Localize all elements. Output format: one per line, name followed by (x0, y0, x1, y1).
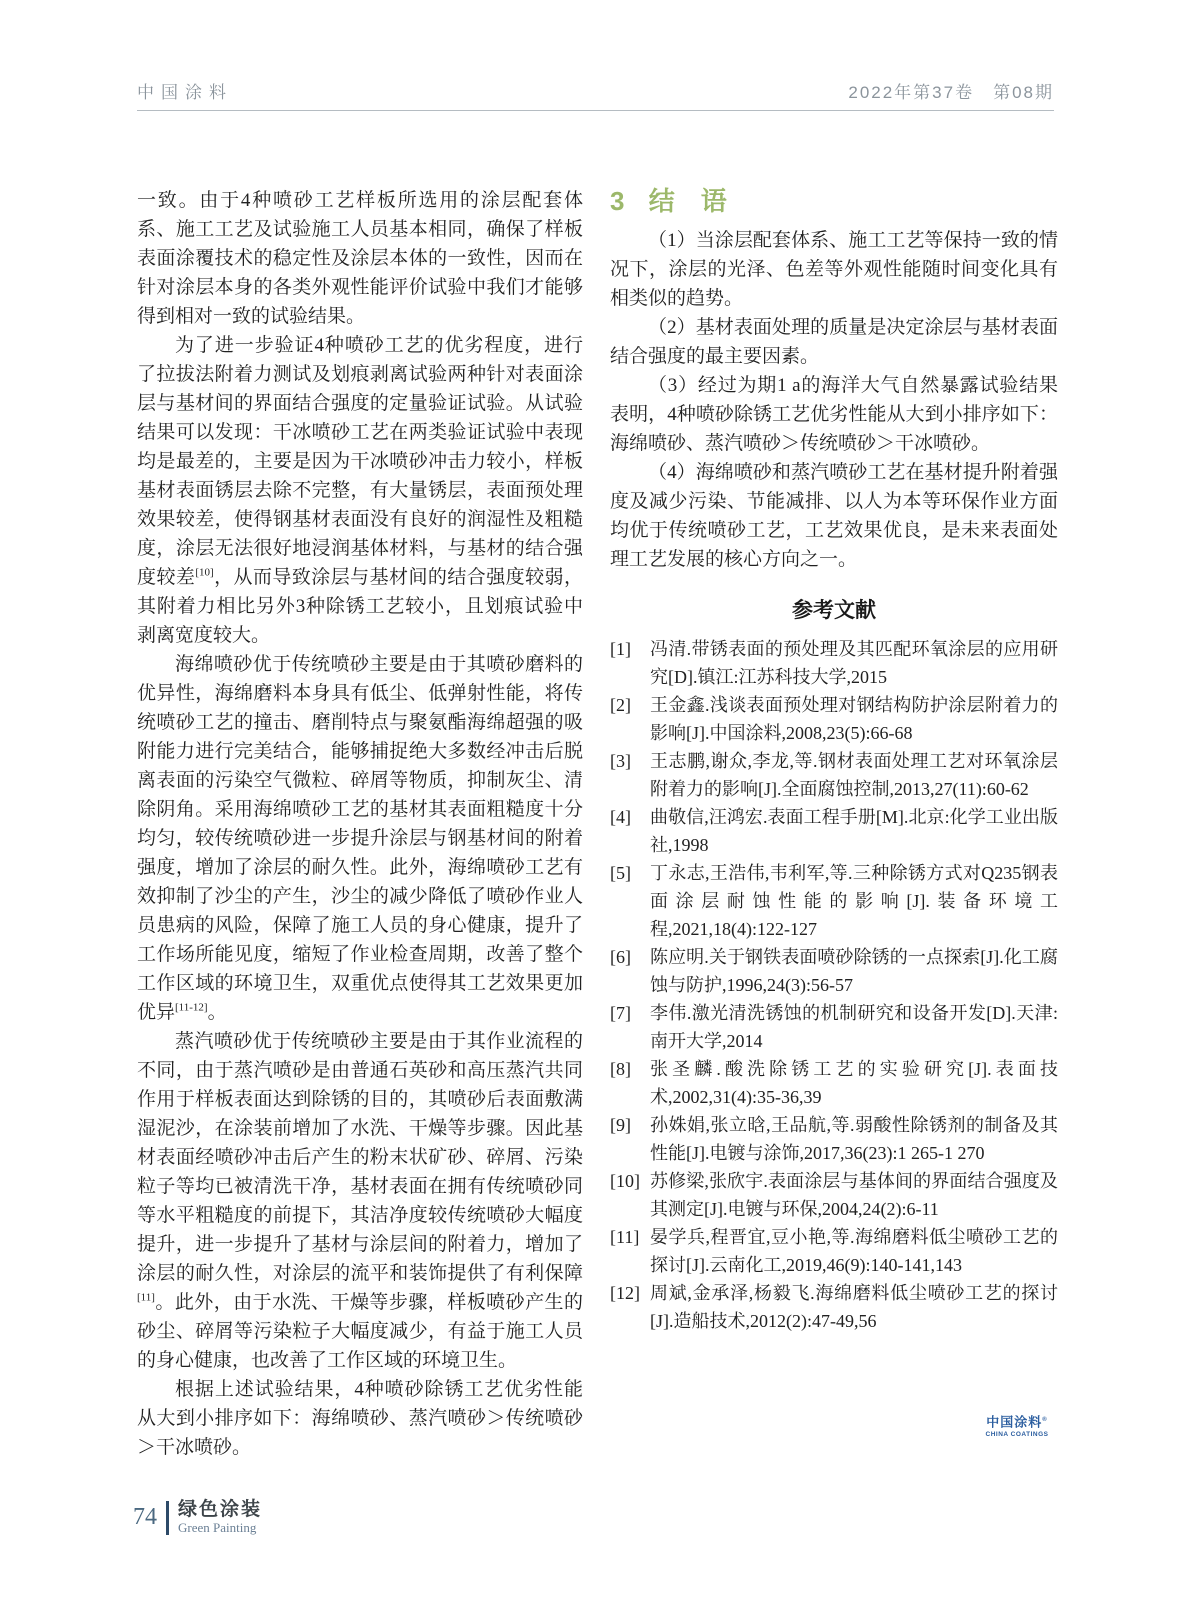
reference-text: 李伟.激光清洗锈蚀的机制研究和设备开发[D].天津:南开大学,2014 (650, 1003, 1058, 1051)
footer-divider (166, 1501, 169, 1535)
reference-text: 张圣麟.酸洗除锈工艺的实验研究[J].表面技术,2002,31(4):35-36,39 (650, 1059, 1058, 1107)
reference-label: [3] (610, 751, 631, 771)
reference-label: [10] (610, 1171, 640, 1191)
issue-info: 2022年第37卷 第08期 (848, 83, 1054, 102)
text-run: 一致。由于4种喷砂工艺样板所选用的涂层配套体系、施工工艺及试验施工人员基本相同，确保了样板表面涂覆技术的稳定性及涂层本体的一致性，因而在针对涂层本身的各类外观性能评价试验中我们才能够得到相对一致的试验结果。 (137, 190, 583, 327)
journal-logo (984, 1413, 1050, 1438)
reference-text: 苏修梁,张欣宇.表面涂层与基体间的界面结合强度及其测定[J].电镀与环保,2004,24(2):6-11 (650, 1171, 1058, 1219)
references-title: 参考文献 (792, 599, 876, 622)
reference-item (610, 1223, 1058, 1279)
left-column (137, 186, 583, 1462)
citation-superscript: [11] (137, 1291, 155, 1304)
reference-label: [6] (610, 947, 631, 967)
text-run: 为了进一步验证4种喷砂工艺的优劣程度，进行了拉拔法附着力测试及划痕剥离试验两种针对表面涂层与基材间的界面结合强度的定量验证试验。从试验结果可以发现：干冰喷砂工艺在两类验证试验中表现均是最差的，主要是因为干冰喷砂冲击力较小，样板基材表面锈层去除不完整，有大量锈层，表面预处理效果较差，使得钢基材表面没有良好的润湿性及粗糙度，涂层无法很好地浸润基体材料，与基材的结合强度较差 (137, 335, 583, 588)
reference-text: 王金鑫.浅谈表面预处理对钢结构防护涂层附着力的影响[J].中国涂料,2008,23(5):66-68 (650, 695, 1058, 743)
conclusion-paragraph (610, 313, 1058, 371)
citation-superscript: [10] (195, 566, 214, 579)
paragraph (137, 1375, 583, 1462)
reference-text: 冯清.带锈表面的预处理及其匹配环氧涂层的应用研究[D].镇江:江苏科技大学,2015 (650, 639, 1058, 687)
reference-label: [5] (610, 863, 631, 883)
reference-item (610, 1055, 1058, 1111)
text-run: （3）经过为期1 a的海洋大气自然暴露试验结果表明，4种喷砂除锈工艺优劣性能从大到小排序如下：海绵喷砂、蒸汽喷砂＞传统喷砂＞干冰喷砂。 (610, 375, 1058, 454)
footer-section (178, 1499, 262, 1536)
section-title: 结 语 (648, 186, 727, 216)
text-run: 海绵喷砂优于传统喷砂主要是由于其喷砂磨料的优异性，海绵磨料本身具有低尘、低弹射性能，将传统喷砂工艺的撞击、磨削特点与聚氨酯海绵超强的吸附能力进行完美结合，能够捕捉绝大多数经冲击后脱离表面的污染空气微粒、碎屑等物质，抑制灰尘、清除阴角。采用海绵喷砂工艺的基材其表面粗糙度十分均匀，较传统喷砂进一步提升涂层与钢基材间的附着强度，增加了涂层的耐久性。此外，海绵喷砂工艺有效抑制了沙尘的产生，沙尘的减少降低了喷砂作业人员患病的风险，保障了施工人员的身心健康，提升了工作场所能见度，缩短了作业检查周期，改善了整个工作区域的环境卫生，双重优点使得其工艺效果更加优异 (137, 654, 583, 1023)
reference-item (610, 691, 1058, 747)
reference-label: [12] (610, 1283, 640, 1303)
reference-item (610, 1167, 1058, 1223)
citation-superscript: [11-12] (175, 1001, 208, 1014)
conclusion-paragraph (610, 226, 1058, 313)
logo-cn-label: 中国涂料 (986, 1414, 1043, 1430)
text-run: 蒸汽喷砂优于传统喷砂主要是由于其作业流程的不同，由于蒸汽喷砂是由普通石英砂和高压蒸汽共同作用于样板表面达到除锈的目的，其喷砂后表面敷满湿泥沙，在涂装前增加了水洗、干燥等步骤。因此基材表面经喷砂冲击后产生的粉末状矿砂、碎屑、污染粒子等均已被清洗干净，基材表面在拥有传统喷砂同等水平粗糙度的前提下，其洁净度较传统喷砂大幅度提升，进一步提升了基材与涂层间的附着力，增加了涂层的耐久性，对涂层的流平和装饰提供了有利保障 (137, 1031, 583, 1284)
reference-text: 周斌,金承泽,杨毅飞.海绵磨料低尘喷砂工艺的探讨[J].造船技术,2012(2):47-49,56 (650, 1283, 1058, 1331)
text-run: （2）基材表面处理的质量是决定涂层与基材表面结合强度的最主要因素。 (610, 317, 1058, 367)
text-run: 根据上述试验结果，4种喷砂除锈工艺优劣性能从大到小排序如下：海绵喷砂、蒸汽喷砂＞传统喷砂＞干冰喷砂。 (137, 1379, 583, 1458)
right-column (610, 186, 1058, 1335)
paragraph (137, 1027, 583, 1375)
reference-text: 孙姝娟,张立晗,王品航,等.弱酸性除锈剂的制备及其性能[J].电镀与涂饰,2017,36(23):1 265-1 270 (650, 1115, 1058, 1163)
reference-item (610, 1279, 1058, 1335)
reference-item (610, 803, 1058, 859)
reference-label: [9] (610, 1115, 631, 1135)
reference-label: [11] (610, 1227, 640, 1247)
footer-section-en: Green Painting (178, 1520, 257, 1535)
reference-item (610, 859, 1058, 943)
conclusion-list (610, 226, 1058, 574)
section-heading (610, 186, 1058, 217)
reference-list (610, 635, 1058, 1335)
reference-item (610, 999, 1058, 1055)
reference-item (610, 1111, 1058, 1167)
reference-item (610, 747, 1058, 803)
text-run: （4）海绵喷砂和蒸汽喷砂工艺在基材提升附着强度及减少污染、节能减排、以人为本等环保作业方面均优于传统喷砂工艺，工艺效果优良，是未来表面处理工艺发展的核心方向之一。 (610, 462, 1058, 570)
section-number: 3 (610, 186, 625, 216)
reference-label: [2] (610, 695, 631, 715)
logo-cn-text (984, 1413, 1050, 1429)
reference-text: 曲敬信,汪鸿宏.表面工程手册[M].北京:化学工业出版社,1998 (650, 807, 1058, 855)
page-footer (133, 1499, 262, 1536)
text-run: 。 (207, 1002, 227, 1023)
reference-item (610, 635, 1058, 691)
reference-label: [1] (610, 639, 631, 659)
paragraph (137, 186, 583, 331)
text-run: ，从而导致涂层与基材间的结合强度较弱，其附着力相比另外3种除锈工艺较小，且划痕试验中剥离宽度较大。 (137, 567, 583, 646)
text-run: （1）当涂层配套体系、施工工艺等保持一致的情况下，涂层的光泽、色差等外观性能随时间变化具有相类似的趋势。 (610, 230, 1058, 309)
reference-label: [4] (610, 807, 631, 827)
logo-en-text: CHINA COATINGS (985, 1431, 1049, 1439)
text-run: 。此外，由于水洗、干燥等步骤，样板喷砂产生的砂尘、碎屑等污染粒子大幅度减少，有益于施工人员的身心健康，也改善了工作区域的环境卫生。 (137, 1292, 583, 1371)
journal-title: 中国涂料 (137, 83, 233, 102)
footer-section-cn: 绿色涂装 (178, 1499, 263, 1520)
footer-page-number: 74 (133, 1504, 157, 1530)
reference-text: 丁永志,王浩伟,韦利军,等.三种除锈方式对Q235钢表面涂层耐蚀性能的影响[J].装备环境工程,2021,18(4):122-127 (650, 863, 1058, 939)
reference-text: 王志鹏,谢众,李龙,等.钢材表面处理工艺对环氧涂层附着力的影响[J].全面腐蚀控制,2013,27(11):60-62 (650, 751, 1058, 799)
reference-text: 晏学兵,程晋宜,豆小艳,等.海绵磨料低尘喷砂工艺的探讨[J].云南化工,2019,46(9):140-141,143 (650, 1227, 1058, 1275)
conclusion-paragraph (610, 371, 1058, 458)
registered-mark: ® (1042, 1417, 1048, 1423)
paragraph (137, 331, 583, 650)
reference-item (610, 943, 1058, 999)
reference-text: 陈应明.关于钢铁表面喷砂除锈的一点探索[J].化工腐蚀与防护,1996,24(3):56-57 (650, 947, 1058, 995)
reference-label: [8] (610, 1059, 631, 1079)
conclusion-paragraph (610, 458, 1058, 574)
reference-label: [7] (610, 1003, 631, 1023)
page-header (137, 74, 1054, 111)
paragraph (137, 650, 583, 1027)
